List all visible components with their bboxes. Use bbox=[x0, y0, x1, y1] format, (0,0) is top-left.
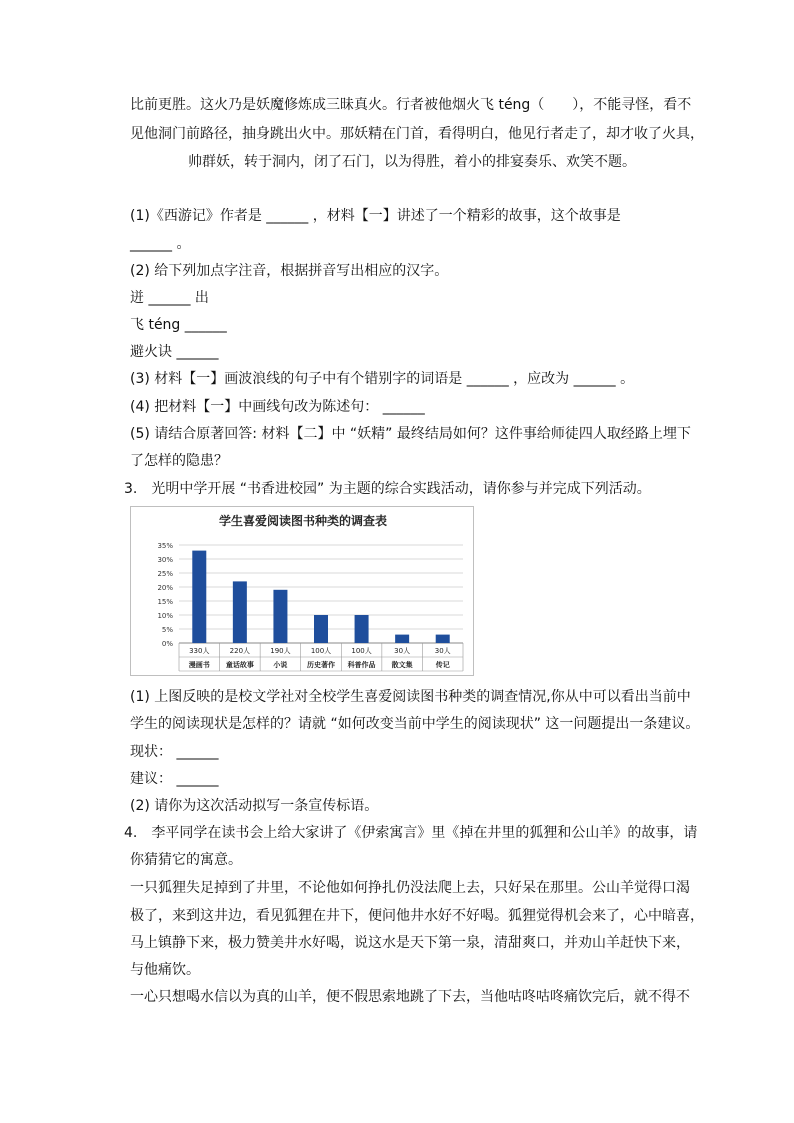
category-label: 科普作品 bbox=[347, 661, 376, 669]
bar-0 bbox=[192, 551, 206, 643]
q4-story-line4: 与他痛饮。 bbox=[130, 962, 200, 978]
y-tick-label: 25% bbox=[157, 570, 173, 578]
q2-item5-line1: (5) 请结合原著回答: 材料【二】中 “妖精” 最终结局如何？这件事给师徒四人取经路上埋下 bbox=[130, 426, 691, 442]
category-label: 传记 bbox=[435, 661, 450, 669]
q3-intro: 3. 光明中学开展 “书香进校园” 为主题的综合实践活动，请你参与并完成下列活动。 bbox=[124, 481, 651, 497]
q2-item2a: 迸 ______ 出 bbox=[130, 290, 209, 306]
reading-survey-chart bbox=[130, 506, 474, 676]
y-tick-label: 20% bbox=[157, 584, 173, 592]
category-label: 童话故事 bbox=[225, 661, 254, 669]
chart-y-ticks bbox=[157, 542, 173, 648]
q4-story-line3: 马上镇静下来，极力赞美井水好喝，说这水是天下第一泉，清甜爽口，并劝山羊赶快下来， bbox=[130, 935, 690, 951]
count-label: 330人 bbox=[189, 647, 210, 655]
count-label: 30人 bbox=[434, 647, 451, 655]
q2-item2b: 飞 téng ______ bbox=[130, 317, 227, 333]
count-label: 100人 bbox=[310, 647, 332, 655]
passage-line-3: 帅群妖，转于洞内，闭了石门，以为得胜，着小的排宴奏乐、欢笑不题。 bbox=[188, 154, 636, 170]
y-tick-label: 30% bbox=[157, 556, 173, 564]
y-tick-label: 35% bbox=[157, 542, 173, 550]
q3-item1-line2: 学生的阅读现状是怎样的？请就 “如何改变当前中学生的阅读现状” 这一问题提出一条建议。 bbox=[130, 716, 700, 732]
chart-svg bbox=[131, 507, 473, 675]
q3-advice: 建议： ______ bbox=[130, 771, 219, 787]
q4-intro-line2: 你猜猜它的寓意。 bbox=[130, 852, 242, 868]
y-tick-label: 15% bbox=[157, 598, 173, 606]
category-label: 历史著作 bbox=[307, 661, 335, 669]
y-tick-label: 5% bbox=[161, 626, 173, 634]
category-label: 小说 bbox=[273, 661, 288, 669]
y-tick-label: 10% bbox=[157, 612, 173, 620]
bar-2 bbox=[273, 590, 287, 643]
bar-3 bbox=[314, 615, 328, 643]
q2-item1-line1: (1)《西游记》作者是 ______ ，材料【一】讲述了一个精彩的故事，这个故事是 bbox=[130, 208, 621, 224]
y-tick-label: 0% bbox=[161, 640, 173, 648]
category-label: 散文集 bbox=[391, 661, 413, 669]
bar-6 bbox=[436, 635, 450, 643]
count-label: 100人 bbox=[351, 647, 372, 655]
q4-story-line2: 极了，来到这井边，看见狐狸在井下，便问他井水好不好喝。狐狸觉得机会来了，心中暗喜， bbox=[130, 908, 704, 924]
q2-item4: (4) 把材料【一】中画线句改为陈述句： ______ bbox=[130, 399, 425, 415]
bar-1 bbox=[233, 581, 247, 643]
q2-item3: (3) 材料【一】画波浪线的句子中有个错别字的词语是 ______ ，应改为 ______ 。 bbox=[130, 371, 635, 387]
chart-title: 学生喜爱阅读图书种类的调查表 bbox=[218, 514, 388, 528]
bar-5 bbox=[395, 635, 409, 643]
q4-intro-line1: 4. 李平同学在读书会上给大家讲了《伊索寓言》里《掉在井里的狐狸和公山羊》的故事，请 bbox=[124, 825, 698, 841]
q2-item2: (2) 给下列加点字注音，根据拼音写出相应的汉字。 bbox=[130, 263, 449, 279]
chart-x-labels bbox=[179, 643, 463, 671]
q3-item1-line1: (1) 上图反映的是校文学社对全校学生喜爱阅读图书种类的调查情况,你从中可以看出当前中 bbox=[130, 689, 691, 705]
count-label: 220人 bbox=[229, 647, 251, 655]
q3-status: 现状： ______ bbox=[130, 744, 219, 760]
q3-item2: (2) 请你为这次活动拟写一条宣传标语。 bbox=[130, 798, 379, 814]
bar-4 bbox=[355, 615, 369, 643]
q4-story-line1: 一只狐狸失足掉到了井里，不论他如何挣扎仍没法爬上去，只好呆在那里。公山羊觉得口渴 bbox=[130, 880, 690, 896]
category-label: 漫画书 bbox=[188, 661, 210, 669]
q2-item2c: 避火诀 ______ bbox=[130, 344, 219, 360]
q4-story-line5: 一心只想喝水信以为真的山羊，便不假思索地跳了下去，当他咕咚咕咚痛饮完后，就不得不 bbox=[130, 989, 690, 1005]
q2-item1-line2: ______ 。 bbox=[130, 236, 191, 252]
count-label: 30人 bbox=[394, 647, 411, 655]
passage-line-2: 见他洞门前路径，抽身跳出火中。那妖精在门首，看得明白，他见行者走了，却才收了火具， bbox=[130, 126, 704, 142]
count-label: 190人 bbox=[270, 647, 291, 655]
q2-item5-line2: 了怎样的隐患？ bbox=[130, 453, 228, 469]
passage-line-1: 比前更胜。这火乃是妖魔修炼成三昧真火。行者被他烟火飞 téng（ ），不能寻怪，看不 bbox=[130, 97, 692, 113]
